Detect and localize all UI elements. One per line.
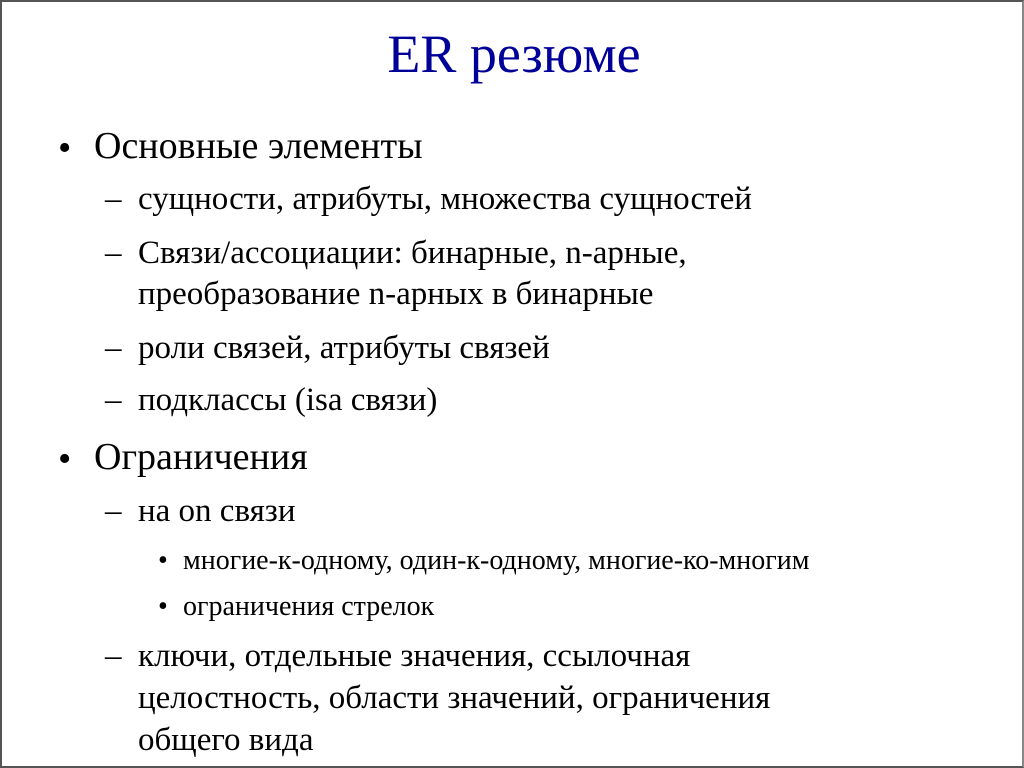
slide-title: ER резюме (387, 24, 641, 84)
dash-icon: – (105, 235, 122, 271)
list-item-continuation: целостность, области значений, ограничения (138, 680, 771, 716)
dash-icon: – (105, 638, 122, 674)
dash-icon: – (105, 330, 122, 366)
list-item: роли связей, атрибуты связей (138, 330, 550, 366)
bullet-icon: • (58, 438, 72, 480)
bullet-icon: • (158, 545, 168, 576)
list-item-continuation: преобразование n-арных в бинарные (138, 276, 654, 312)
dash-icon: – (105, 382, 122, 418)
list-item: подклассы (isa связи) (138, 382, 438, 418)
section-heading-main-elements: Основные элементы (94, 125, 423, 167)
list-item: ключи, отдельные значения, ссылочная (138, 638, 691, 674)
sub-list-item: ограничения стрелок (183, 591, 435, 622)
list-item: Связи/ассоциации: бинарные, n-арные, (138, 235, 687, 271)
list-item: на on связи (138, 493, 296, 529)
sub-list-item: многие-к-одному, один-к-одному, многие-ко-многим (183, 545, 810, 576)
section-heading-constraints: Ограничения (94, 436, 308, 478)
bullet-icon: • (58, 127, 72, 169)
dash-icon: – (105, 493, 122, 529)
list-item-continuation: общего вида (138, 722, 314, 758)
list-item: сущности, атрибуты, множества сущностей (138, 181, 752, 217)
dash-icon: – (105, 181, 122, 217)
bullet-icon: • (158, 591, 168, 622)
